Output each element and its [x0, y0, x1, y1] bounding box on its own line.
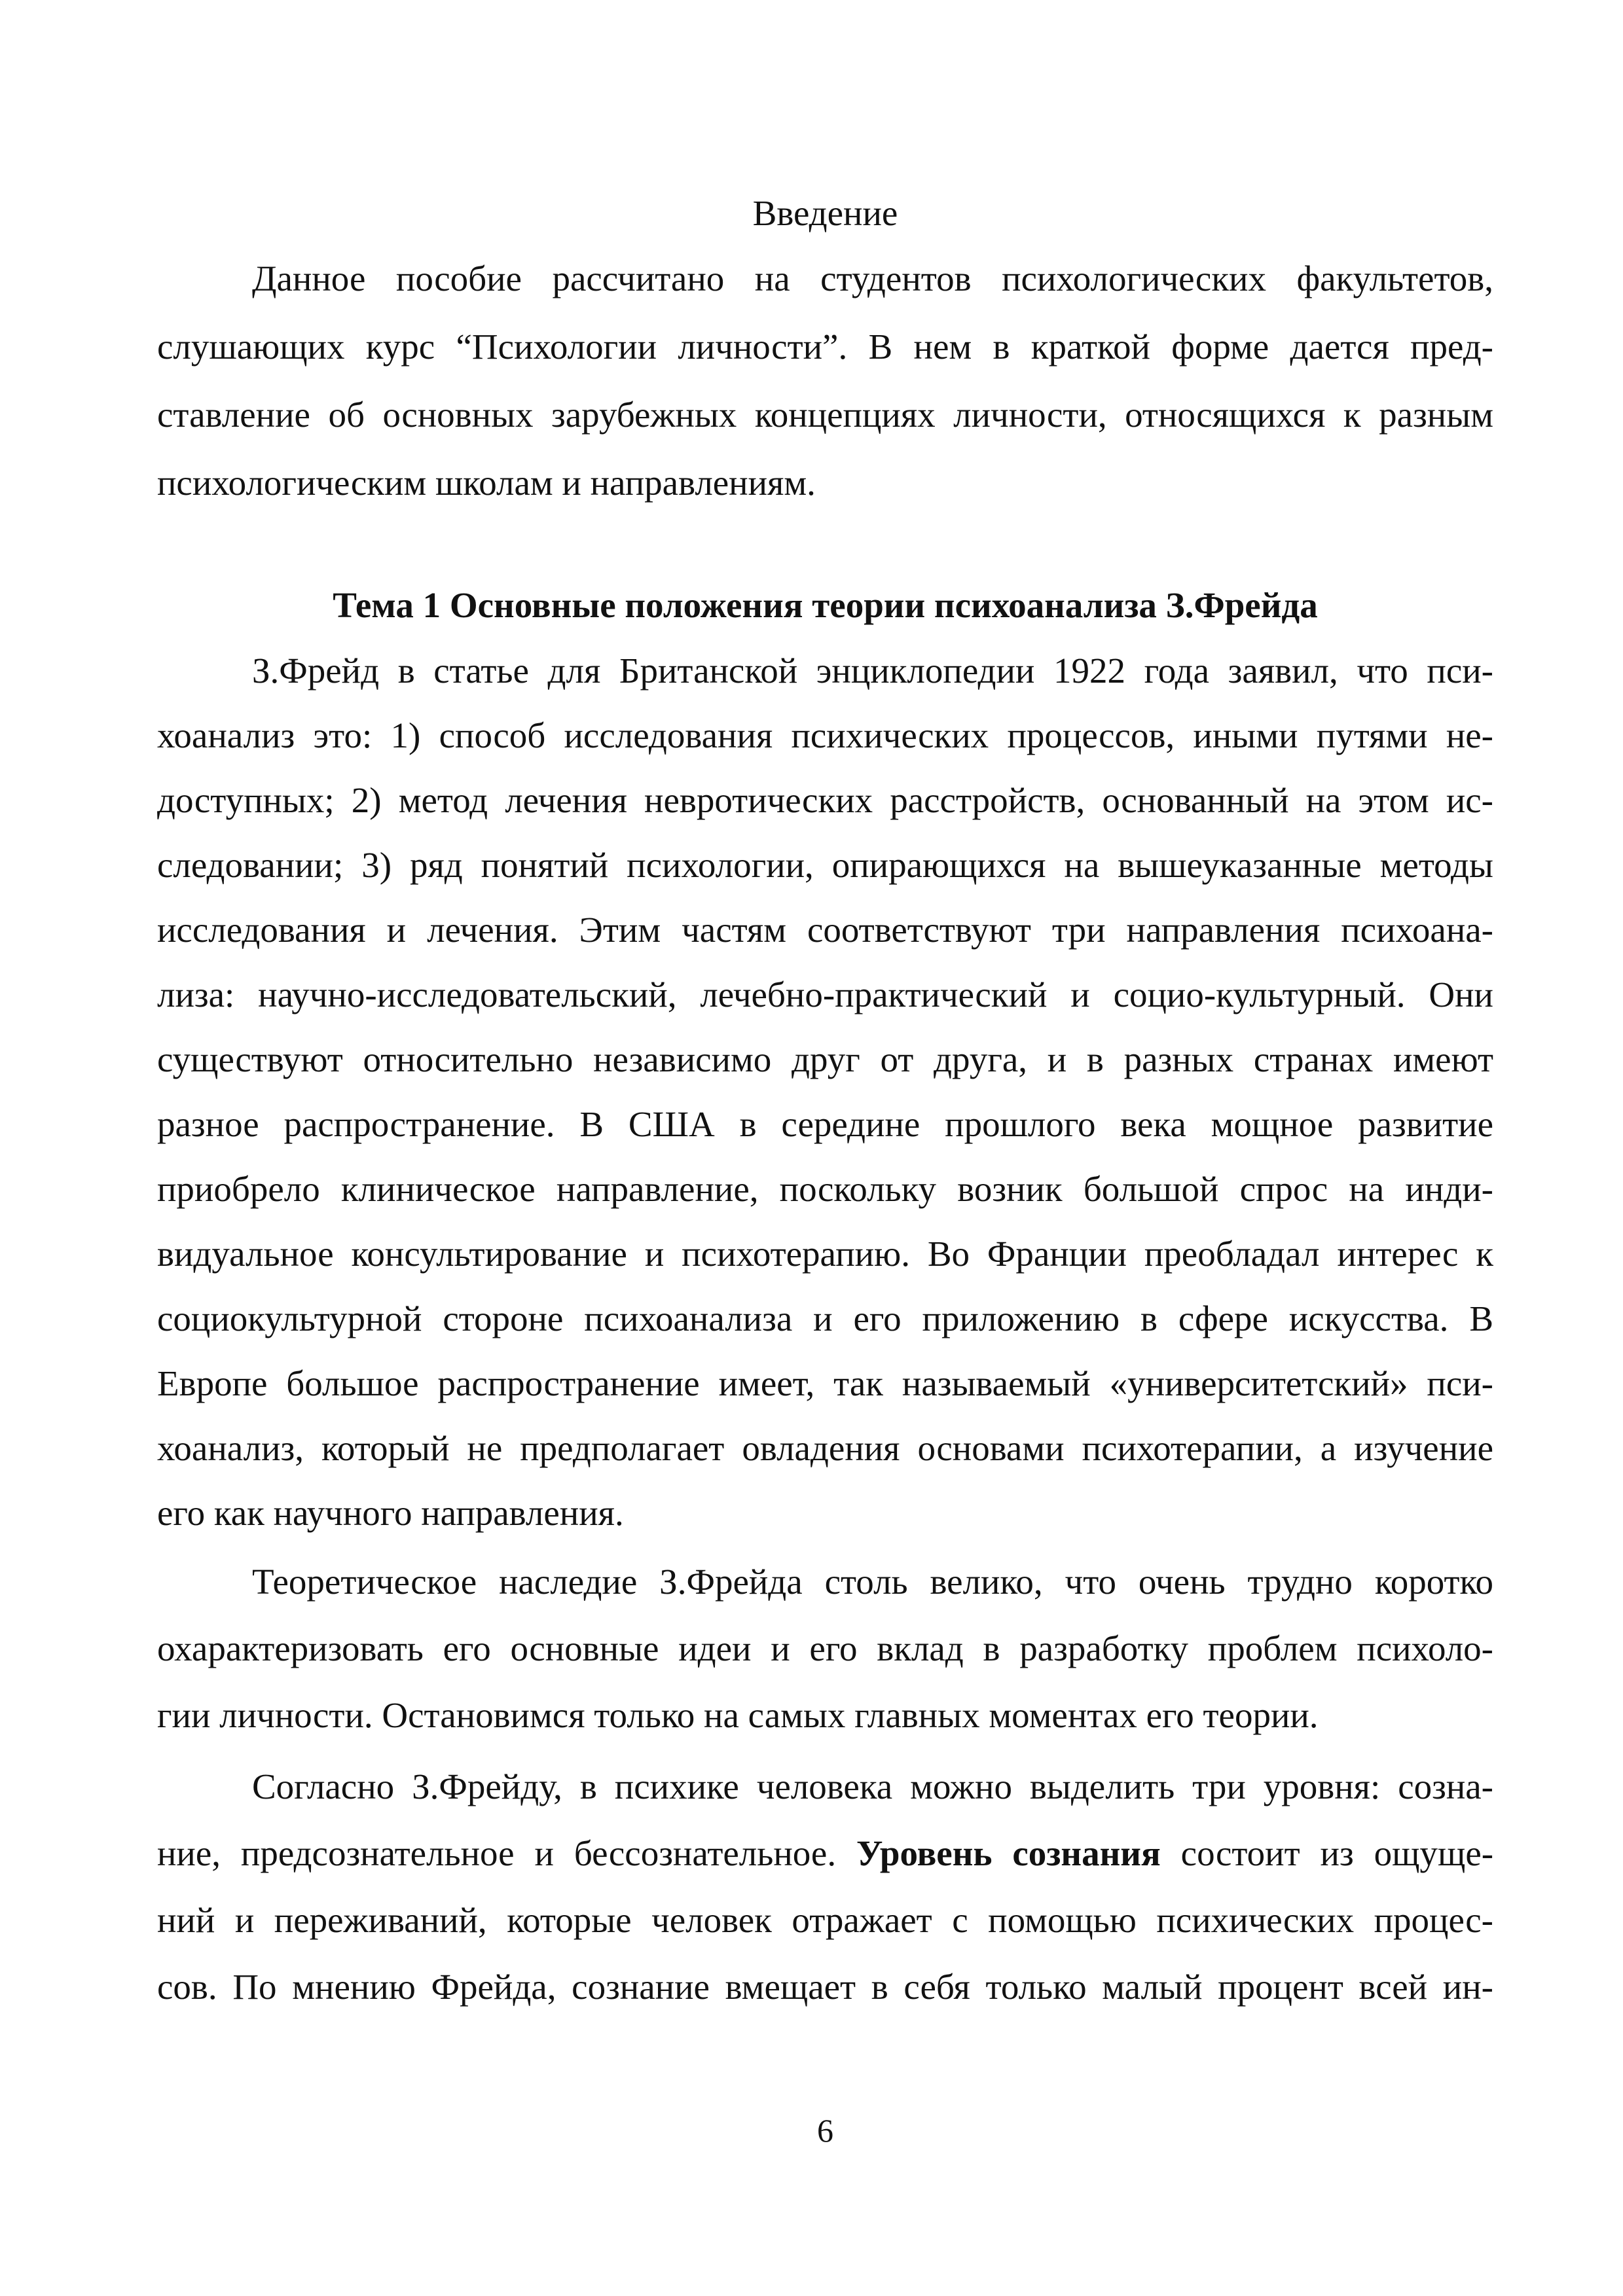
intro-line: психологическим школам и направлениям.	[157, 463, 816, 503]
intro-line: ставление об основных зарубежных концепциях личности, относящихся к разным	[157, 395, 1493, 435]
line-text: состоит из ощуще-	[1180, 1833, 1494, 1873]
topic-title: Тема 1 Основные положения теории психоанализа З.Фрейда	[333, 585, 1318, 625]
paragraph-line: социокультурной стороне психоанализа и его приложению в сфере искусства. В	[157, 1299, 1493, 1338]
paragraph-line: Согласно З.Фрейду, в психике человека можно выделить три уровня: созна-	[252, 1767, 1493, 1806]
intro-title: Введение	[752, 193, 898, 233]
paragraph-line: З.Фрейд в статье для Британской энциклопедии 1922 года заявил, что пси-	[252, 651, 1493, 691]
paragraph-line: ний и переживаний, которые человек отражает с помощью психических процес-	[157, 1900, 1493, 1940]
paragraph-line: хоанализ это: 1) способ исследования психических процессов, иными путями не-	[157, 715, 1493, 755]
paragraph-line: существуют относительно независимо друг от друга, и в разных странах имеют	[157, 1039, 1493, 1079]
page-number: 6	[817, 2112, 833, 2149]
line-text: ние, предсознательное и бессознательное.	[157, 1833, 837, 1873]
paragraph-line: следовании; 3) ряд понятий психологии, опирающихся на вышеуказанные методы	[157, 845, 1493, 885]
paragraph-line: приобрело клиническое направление, поскольку возник большой спрос на инди-	[157, 1169, 1493, 1209]
paragraph-line: исследования и лечения. Этим частям соответствуют три направления психоана-	[157, 910, 1493, 950]
paragraph-line: Теоретическое наследие З.Фрейда столь велико, что очень трудно коротко	[252, 1562, 1493, 1602]
paragraph-line: сов. По мнению Фрейда, сознание вмещает в себя только малый процент всей ин-	[157, 1967, 1493, 2007]
paragraph-line: доступных; 2) метод лечения невротических расстройств, основанный на этом ис-	[157, 780, 1493, 820]
paragraph-line-with-bold-term	[157, 1832, 1493, 1875]
paragraph-line: охарактеризовать его основные идеи и его вклад в разработку проблем психоло-	[157, 1628, 1493, 1668]
paragraph-line: его как научного направления.	[157, 1493, 624, 1533]
paragraph-line: разное распространение. В США в середине прошлого века мощное развитие	[157, 1104, 1493, 1144]
paragraph-line: Европе большое распространение имеет, так называемый «университетский» пси-	[157, 1363, 1493, 1403]
paragraph-line: гии личности. Остановимся только на самых главных моментах его теории.	[157, 1695, 1319, 1735]
intro-line: Данное пособие рассчитано на студентов психологических факультетов,	[252, 259, 1493, 298]
paragraph-line: лиза: научно-исследовательский, лечебно-практический и социо-культурный. Они	[157, 975, 1493, 1014]
bold-term: Уровень сознания	[856, 1833, 1161, 1873]
intro-line: слушающих курс “Психологии личности”. В нем в краткой форме дается пред-	[157, 327, 1493, 367]
paragraph-line: хоанализ, который не предполагает овладения основами психотерапии, а изучение	[157, 1428, 1493, 1468]
paragraph-line: видуальное консультирование и психотерапию. Во Франции преобладал интерес к	[157, 1234, 1493, 1274]
